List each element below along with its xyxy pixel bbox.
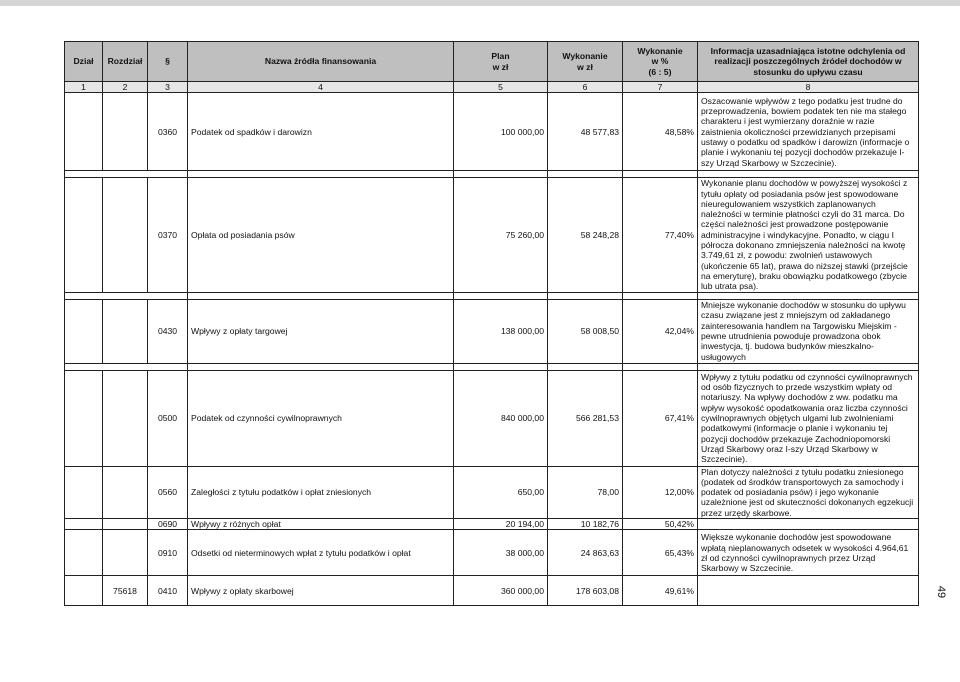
income-report-table: [64, 41, 919, 606]
cell-paragraf: 0500: [148, 370, 188, 466]
cell-informacja: [698, 519, 919, 530]
cell-plan: 20 194,00: [454, 519, 548, 530]
cell-wykonanie: 48 577,83: [548, 93, 623, 171]
row-separator: [65, 363, 919, 370]
table-row: [65, 519, 919, 530]
cell-rozdzial: 75618: [103, 576, 148, 606]
table-row: [65, 370, 919, 466]
cell-wykonanie: 566 281,53: [548, 370, 623, 466]
header-wykonanie: Wykonanie w zł: [548, 42, 623, 82]
cell-nazwa: Opłata od posiadania psów: [188, 178, 454, 292]
cell-rozdzial: [103, 530, 148, 576]
cell-procent: 42,04%: [623, 299, 698, 363]
cell-informacja: Oszacowanie wpływów z tego podatku jest trudne do przeprowadzenia, bowiem podatek ten nie ma stałego charakteru i jest wymierzany doraźnie w razie zaistnienia okoliczności przewidzianych przepisami ustawy o podatku od spadków i darowizn (informacje o planie i wykonaniu tej pozycji dochodów przekazuje I-szy Urząd Skarbowy w Szczecinie).: [698, 93, 919, 171]
cell-procent: 12,00%: [623, 466, 698, 518]
column-number: 4: [188, 82, 454, 93]
cell-rozdzial: [103, 370, 148, 466]
table-row: [65, 530, 919, 576]
cell-plan: 360 000,00: [454, 576, 548, 606]
cell-plan: 100 000,00: [454, 93, 548, 171]
cell-rozdzial: [103, 519, 148, 530]
cell-paragraf: 0360: [148, 93, 188, 171]
cell-nazwa: Wpływy z opłaty skarbowej: [188, 576, 454, 606]
cell-procent: 77,40%: [623, 178, 698, 292]
cell-dzial: [65, 299, 103, 363]
header-rozdzial: Rozdział: [103, 42, 148, 82]
column-number: 1: [65, 82, 103, 93]
table-row: [65, 466, 919, 518]
column-number: 3: [148, 82, 188, 93]
cell-wykonanie: 58 008,50: [548, 299, 623, 363]
cell-nazwa: Podatek od spadków i darowizn: [188, 93, 454, 171]
column-number: 5: [454, 82, 548, 93]
header-nazwa: Nazwa źródła finansowania: [188, 42, 454, 82]
cell-procent: 67,41%: [623, 370, 698, 466]
cell-informacja: Plan dotyczy należności z tytułu podatku zniesionego (podatek od środków transportowych za samochody i podatek od posiadania psów) i jego wykonanie uzależnione jest od skuteczności dokonanych egzekucji przez urzędy skarbowe.: [698, 466, 919, 518]
cell-dzial: [65, 530, 103, 576]
table-row: [65, 576, 919, 606]
cell-nazwa: Zaległości z tytułu podatków i opłat zniesionych: [188, 466, 454, 518]
row-separator: [65, 171, 919, 178]
header-paragraf: §: [148, 42, 188, 82]
column-number: 2: [103, 82, 148, 93]
header-procent: Wykonanie w % (6 : 5): [623, 42, 698, 82]
cell-plan: 75 260,00: [454, 178, 548, 292]
cell-nazwa: Wpływy z różnych opłat: [188, 519, 454, 530]
header-plan: Plan w zł: [454, 42, 548, 82]
column-number: 7: [623, 82, 698, 93]
cell-plan: 138 000,00: [454, 299, 548, 363]
cell-paragraf: 0370: [148, 178, 188, 292]
cell-informacja: Wpływy z tytułu podatku od czynności cywilnoprawnych od osób fizycznych to przede wszystkim wpłaty od notariuszy. Na wpływy dochodów z ww. podatku ma wpływ wysokość opodatkowania oraz liczba czynności cywilnoprawnych objętych ulgami lub zwolnieniami podatkowymi (informacje o planie i wykonaniu tej pozycji dochodów przekazuje Zachodniopomorski Urząd Skarbowy oraz I-szy Urząd Skarbowy w Szczecinie).: [698, 370, 919, 466]
cell-procent: 48,58%: [623, 93, 698, 171]
header-dzial: Dział: [65, 42, 103, 82]
cell-nazwa: Podatek od czynności cywilnoprawnych: [188, 370, 454, 466]
cell-rozdzial: [103, 93, 148, 171]
cell-nazwa: Wpływy z opłaty targowej: [188, 299, 454, 363]
cell-wykonanie: 178 603,08: [548, 576, 623, 606]
cell-wykonanie: 10 182,76: [548, 519, 623, 530]
cell-rozdzial: [103, 466, 148, 518]
cell-plan: 38 000,00: [454, 530, 548, 576]
cell-dzial: [65, 370, 103, 466]
page-number: 49: [935, 585, 948, 599]
cell-paragraf: 0430: [148, 299, 188, 363]
cell-informacja: Mniejsze wykonanie dochodów w stosunku do upływu czasu związane jest z mniejszym od zakładanego zainteresowania handlem na Targowisku Miejskim - pewne utrudnienia powoduje prowadzona obok inwestycja, tj. budowa budynków mieszkalno-usługowych: [698, 299, 919, 363]
cell-dzial: [65, 466, 103, 518]
cell-informacja: [698, 576, 919, 606]
cell-wykonanie: 24 863,63: [548, 530, 623, 576]
table-row: [65, 178, 919, 292]
cell-informacja: Wykonanie planu dochodów w powyższej wysokości z tytułu opłaty od posiadania psów jest spowodowane nieuregulowaniem wszystkich zaplanowanych należności w terminie płatności czyli do 31 marca. Do części należności jest prowadzone postępowanie administracyjne i windykacyjne. Ponadto, w ciągu I półrocza dokonano zmniejszenia należności na kwotę 3.749,61 zł, z powodu: zwolnień ustawowych (ukończenie 65 lat), prawa do niższej stawki (przejście na emeryturę), braku obowiązku podatkowego (zbycie lub utrata psa).: [698, 178, 919, 292]
table-row: [65, 93, 919, 171]
cell-informacja: Większe wykonanie dochodów jest spowodowane wpłatą nieplanowanych odsetek w wysokości 4.964,61 zł od czynności cywilnoprawnych przez Urząd Skarbowy w Szczecinie.: [698, 530, 919, 576]
cell-paragraf: 0560: [148, 466, 188, 518]
cell-procent: 65,43%: [623, 530, 698, 576]
cell-plan: 840 000,00: [454, 370, 548, 466]
table-row: [65, 299, 919, 363]
scan-edge-top: [0, 0, 960, 6]
cell-plan: 650,00: [454, 466, 548, 518]
header-informacja: Informacja uzasadniająca istotne odchylenia od realizacji poszczególnych źródeł dochodów w stosunku do upływu czasu: [698, 42, 919, 82]
cell-paragraf: 0410: [148, 576, 188, 606]
cell-dzial: [65, 93, 103, 171]
column-number: 8: [698, 82, 919, 93]
column-number: 6: [548, 82, 623, 93]
cell-rozdzial: [103, 299, 148, 363]
row-separator: [65, 292, 919, 299]
cell-procent: 49,61%: [623, 576, 698, 606]
cell-dzial: [65, 519, 103, 530]
header-row: [65, 42, 919, 82]
cell-paragraf: 0690: [148, 519, 188, 530]
column-number-row: [65, 82, 919, 93]
cell-rozdzial: [103, 178, 148, 292]
cell-dzial: [65, 576, 103, 606]
cell-nazwa: Odsetki od nieterminowych wpłat z tytułu podatków i opłat: [188, 530, 454, 576]
cell-procent: 50,42%: [623, 519, 698, 530]
cell-wykonanie: 78,00: [548, 466, 623, 518]
cell-paragraf: 0910: [148, 530, 188, 576]
cell-dzial: [65, 178, 103, 292]
cell-wykonanie: 58 248,28: [548, 178, 623, 292]
